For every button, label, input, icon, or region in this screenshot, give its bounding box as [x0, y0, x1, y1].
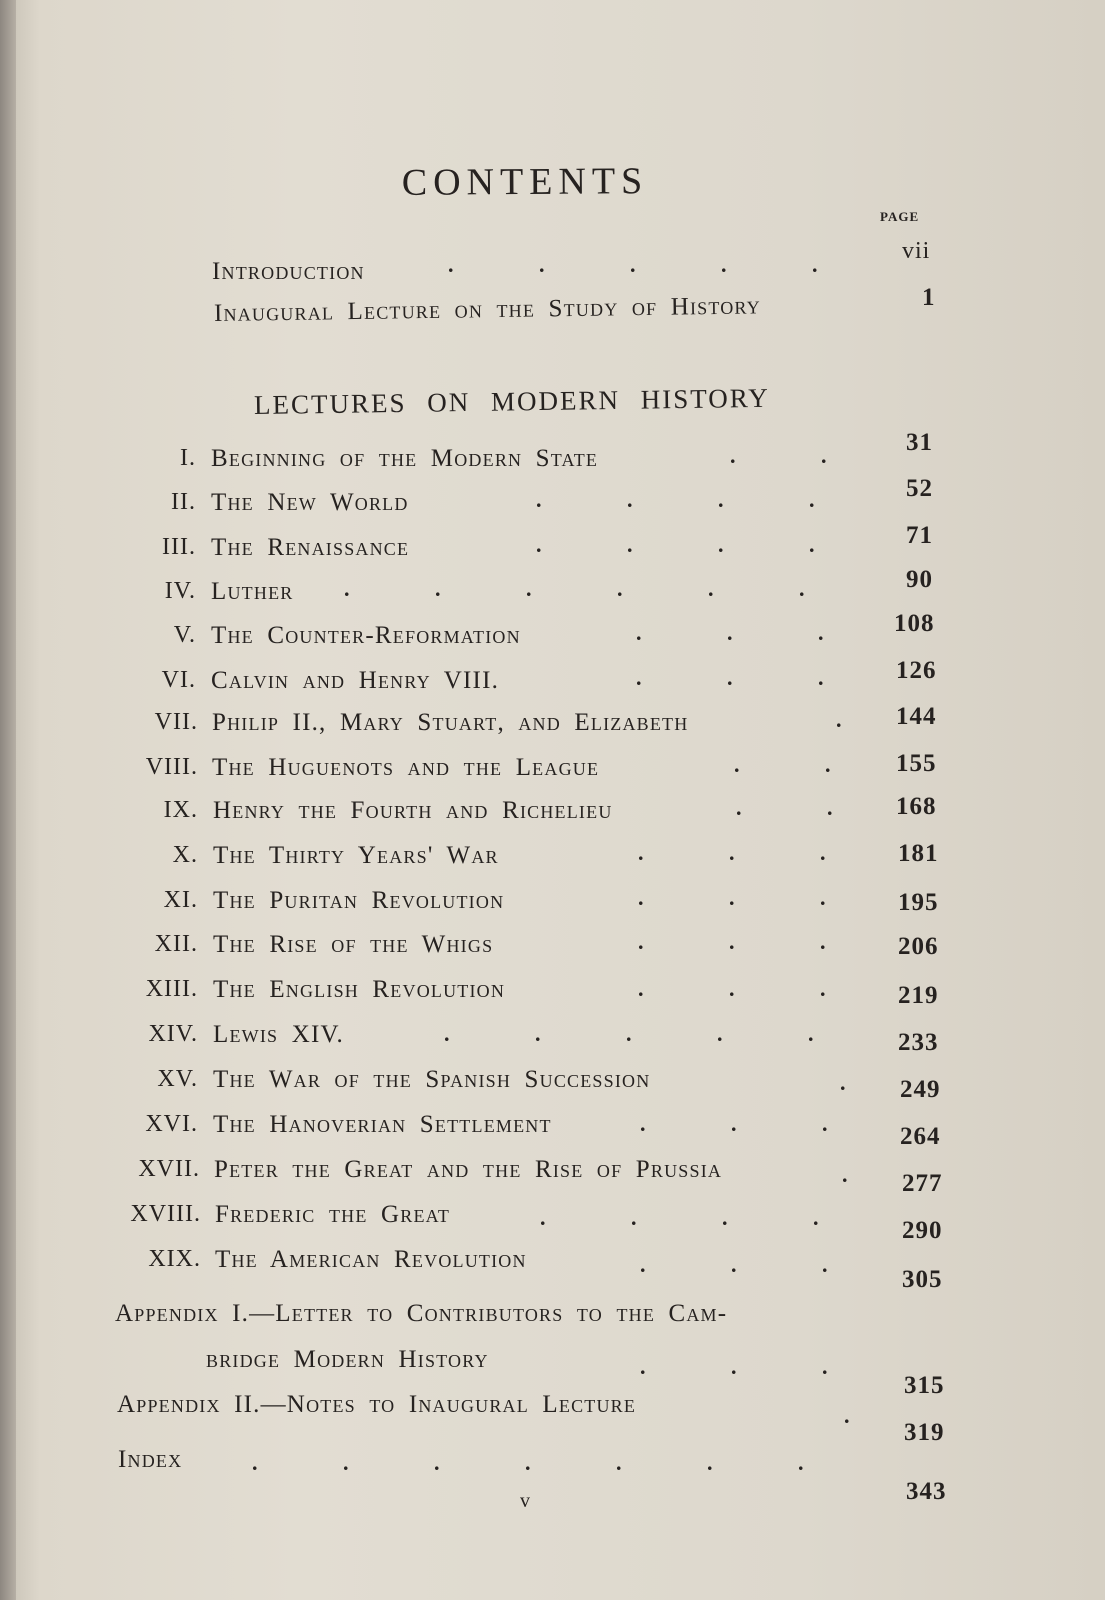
- toc-entry-lecture[interactable]: [0, 976, 1105, 1008]
- entry-title: The Huguenots and the League: [212, 754, 600, 781]
- toc-entry-lecture[interactable]: [0, 842, 1105, 874]
- entry-title: Inaugural Lecture on the Study of History: [213, 292, 762, 327]
- entry-title: Henry the Fourth and Richelieu: [213, 797, 613, 824]
- entry-title-line-2: bridge Modern History: [206, 1346, 489, 1373]
- toc-entry-lecture[interactable]: [0, 566, 1105, 610]
- toc-entry-lecture[interactable]: [0, 1066, 1105, 1103]
- entry-page: 343: [906, 1478, 947, 1505]
- toc-entry-lecture[interactable]: [0, 1246, 1105, 1293]
- toc-entry-lecture[interactable]: [0, 793, 1105, 829]
- lecture-number: IV.: [164, 578, 196, 604]
- leader-dots: . . .: [638, 885, 826, 910]
- page-title: CONTENTS: [401, 160, 649, 204]
- leader-dots: . . . . .: [448, 252, 818, 277]
- entry-page: vii: [902, 238, 931, 264]
- leader-dots: . . .: [638, 976, 826, 1001]
- entry-page: 144: [896, 703, 937, 730]
- leader-dots: . . .: [640, 1111, 828, 1136]
- entry-title: Calvin and Henry VIII.: [211, 667, 500, 694]
- entry-title: Index: [118, 1446, 183, 1473]
- leader-dots: . . . . . . .: [252, 1450, 804, 1475]
- entry-title: The War of the Spanish Succession: [213, 1066, 651, 1093]
- lecture-number: XIX.: [148, 1246, 201, 1272]
- leader-dots: . . . . .: [444, 1021, 814, 1046]
- toc-entry-lecture[interactable]: [0, 750, 1105, 786]
- lecture-number: XVI.: [145, 1111, 198, 1137]
- leader-dots: . . . .: [536, 487, 815, 512]
- entry-page: 1: [922, 284, 936, 311]
- lecture-number: V.: [173, 622, 196, 648]
- entry-title: The Renaissance: [211, 534, 410, 561]
- toc-entry-appendix-1[interactable]: [0, 1300, 1105, 1399]
- leader-dots: .: [840, 1070, 846, 1095]
- leader-dots: . . .: [640, 1354, 828, 1379]
- lecture-number: II.: [171, 489, 196, 515]
- lecture-number: IX.: [163, 797, 198, 823]
- page-folio: v: [520, 1490, 530, 1512]
- entry-title: The New World: [211, 489, 409, 516]
- leader-dots: . . .: [636, 620, 824, 645]
- toc-entry-lecture[interactable]: [0, 1111, 1105, 1150]
- entry-page: 249: [900, 1076, 941, 1103]
- leader-dots: . . . .: [540, 1205, 819, 1230]
- lecture-number: III.: [162, 534, 196, 560]
- lecture-number: VIII.: [145, 754, 198, 780]
- toc-entry-lecture[interactable]: [0, 429, 1105, 477]
- entry-title: Peter the Great and the Rise of Prussia: [214, 1156, 723, 1183]
- entry-title: The Counter-Reformation: [211, 622, 521, 649]
- toc-entry-lecture[interactable]: [0, 522, 1105, 566]
- entry-page: 52: [906, 475, 933, 502]
- leader-dots: . . .: [638, 840, 826, 865]
- entry-page: 31: [906, 429, 933, 456]
- toc-entry-appendix-2[interactable]: [0, 1391, 1105, 1446]
- leader-dots: . . . . . .: [344, 576, 805, 601]
- lecture-number: XVII.: [138, 1156, 200, 1182]
- entry-title: Lewis XIV.: [213, 1021, 344, 1048]
- entry-page: 90: [906, 566, 933, 593]
- leader-dots: . .: [736, 795, 833, 820]
- entry-page: 155: [896, 750, 937, 777]
- entry-page: 126: [896, 657, 937, 684]
- lecture-number: XV.: [157, 1066, 198, 1092]
- entry-title: The Thirty Years' War: [213, 842, 499, 869]
- leader-dots: .: [836, 707, 842, 732]
- entry-title: Appendix II.—Notes to Inaugural Lecture: [117, 1391, 637, 1418]
- toc-entry-index[interactable]: [0, 1446, 1105, 1505]
- toc-entry-lecture[interactable]: [0, 657, 1105, 699]
- entry-page: 195: [898, 889, 939, 916]
- leader-dots: . .: [730, 443, 827, 468]
- lecture-number: X.: [172, 842, 198, 868]
- lecture-number: VII.: [154, 709, 198, 735]
- entry-title: Luther: [211, 578, 294, 605]
- entry-title: Beginning of the Modern State: [211, 445, 599, 472]
- entry-page: 264: [900, 1123, 941, 1150]
- leader-dots: . . .: [638, 929, 826, 954]
- entry-title: Philip II., Mary Stuart, and Elizabeth: [212, 709, 689, 736]
- entry-title: The Puritan Revolution: [213, 887, 505, 914]
- leader-dots: .: [844, 1403, 850, 1428]
- toc-entry-inaugural-lecture[interactable]: [0, 284, 1105, 332]
- lecture-number: VI.: [161, 667, 196, 693]
- lecture-number: XIII.: [145, 976, 198, 1002]
- entry-page: 108: [894, 610, 935, 637]
- toc-entry-lecture[interactable]: [0, 1201, 1105, 1244]
- entry-title: Frederic the Great: [215, 1201, 451, 1228]
- leader-dots: . .: [734, 752, 831, 777]
- page-column-label: PAGE: [880, 209, 920, 224]
- entry-title-line-1: Appendix I.—Letter to Contributors to the Cam-: [115, 1300, 728, 1327]
- entry-title: The Hanoverian Settlement: [213, 1111, 552, 1138]
- toc-entry-lecture[interactable]: [0, 475, 1105, 521]
- toc-entry-lecture[interactable]: [0, 1156, 1105, 1197]
- entry-page: 305: [902, 1266, 943, 1293]
- entry-page: 315: [904, 1372, 945, 1399]
- toc-entry-lecture[interactable]: [0, 610, 1105, 654]
- leader-dots: . . .: [640, 1252, 828, 1277]
- lecture-number: I.: [180, 445, 196, 471]
- entry-page: 290: [902, 1217, 943, 1244]
- section-heading: LECTURES ON MODERN HISTORY: [253, 382, 770, 420]
- entry-title: Introduction: [212, 258, 365, 285]
- toc-entry-lecture[interactable]: [0, 887, 1105, 919]
- entry-page: 219: [898, 982, 939, 1009]
- entry-page: 233: [898, 1029, 939, 1056]
- lecture-number: XII.: [154, 931, 198, 957]
- entry-title: The Rise of the Whigs: [213, 931, 494, 958]
- lecture-number: XI.: [163, 887, 198, 913]
- toc-entry-lecture[interactable]: [0, 1021, 1105, 1056]
- entry-page: 206: [898, 933, 939, 960]
- entry-page: 319: [904, 1419, 945, 1446]
- entry-page: 168: [896, 793, 937, 820]
- leader-dots: . . . .: [536, 532, 815, 557]
- lecture-number: XIV.: [148, 1021, 198, 1047]
- toc-entry-lecture[interactable]: [0, 931, 1105, 963]
- leader-dots: . . .: [636, 665, 824, 690]
- leader-dots: .: [842, 1162, 848, 1187]
- entry-page: 181: [898, 840, 939, 867]
- entry-title: The English Revolution: [213, 976, 506, 1003]
- lecture-number: XVIII.: [130, 1201, 201, 1227]
- entry-title: The American Revolution: [215, 1246, 527, 1273]
- entry-page: 71: [906, 522, 933, 549]
- entry-page: 277: [902, 1170, 943, 1197]
- toc-entry-lecture[interactable]: [0, 703, 1105, 741]
